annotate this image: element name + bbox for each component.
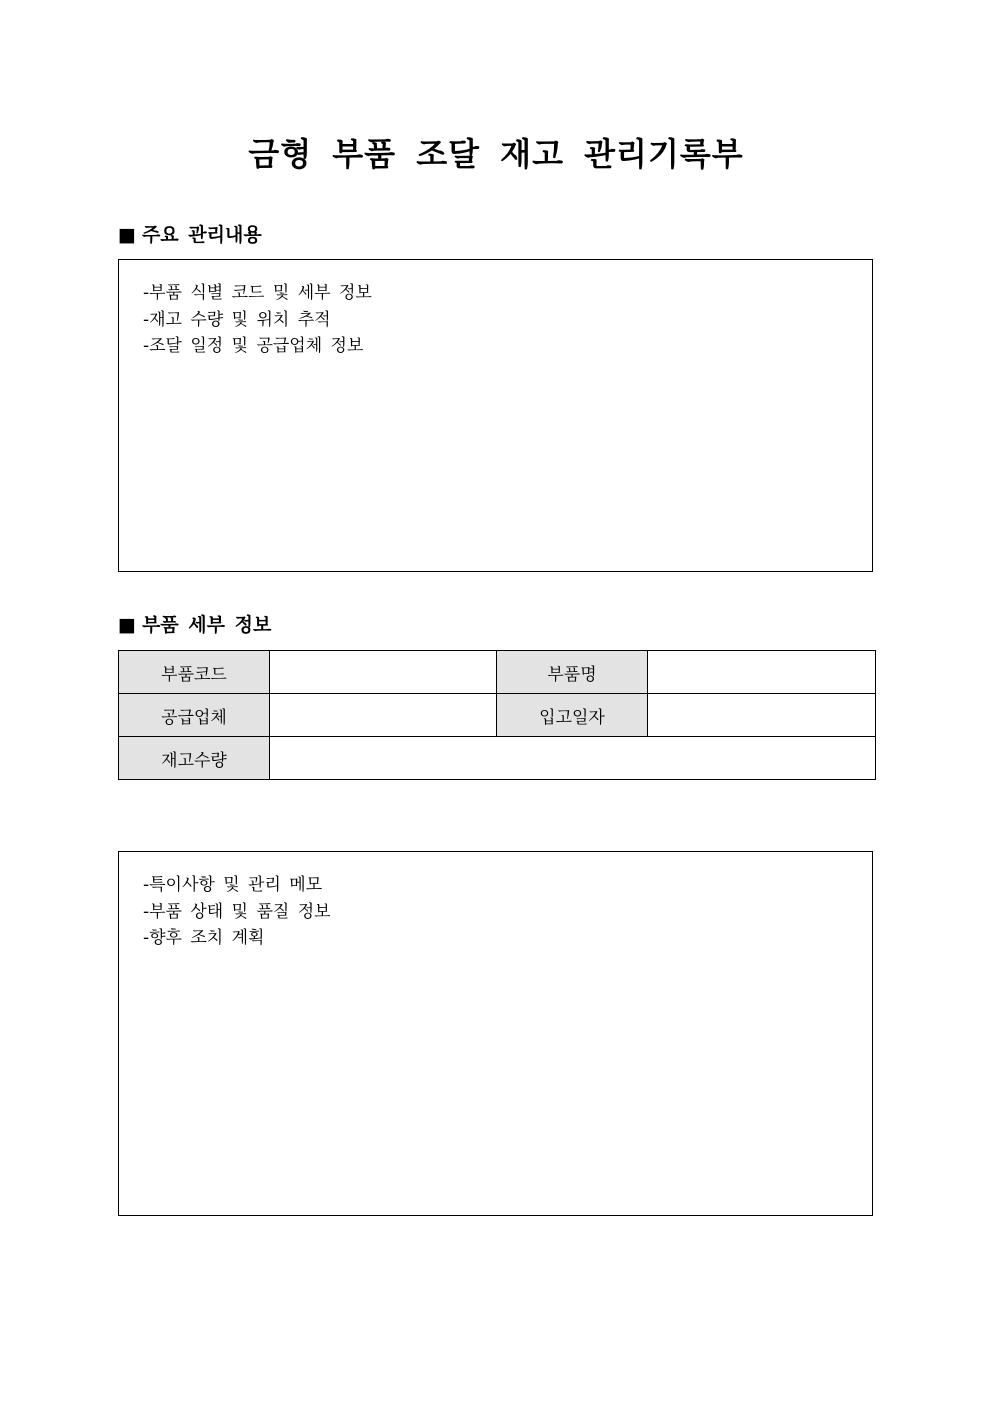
management-content-box[interactable] [118,259,873,572]
supplier-field[interactable] [270,694,497,737]
list-item: -재고 수량 및 위치 추적 [143,309,331,330]
square-bullet-icon: ■ [118,224,136,246]
part-code-label: 부품코드 [119,651,270,694]
section-heading-part-details [118,611,271,639]
part-details-table [118,650,876,780]
receipt-date-field[interactable] [648,694,876,737]
list-item: -조달 일정 및 공급업체 정보 [143,336,364,356]
part-name-field[interactable] [648,651,876,694]
part-name-label: 부품명 [497,651,648,694]
section-heading-label: 주요 관리내용 [141,224,262,246]
list-item: -특이사항 및 관리 메모 [143,875,323,895]
management-content-list [119,260,872,360]
table-row [119,694,876,737]
supplier-label: 공급업체 [119,694,270,737]
notes-content-box[interactable] [118,851,873,1216]
table-row [119,651,876,694]
part-code-field[interactable] [270,651,497,694]
section-heading-label: 부품 세부 정보 [141,614,272,636]
table-row [119,737,876,780]
list-item: -향후 조치 계획 [143,928,265,948]
page-title: 금형 부품 조달 재고 관리기록부 [248,135,744,173]
receipt-date-label: 입고일자 [497,694,648,737]
stock-qty-label: 재고수량 [119,737,270,780]
section-heading-management [118,221,262,249]
list-item: -부품 식별 코드 및 세부 정보 [143,283,372,303]
square-bullet-icon: ■ [118,614,136,636]
stock-qty-field[interactable] [270,737,876,780]
notes-content-list [119,852,872,952]
list-item: -부품 상태 및 품질 정보 [143,901,331,922]
